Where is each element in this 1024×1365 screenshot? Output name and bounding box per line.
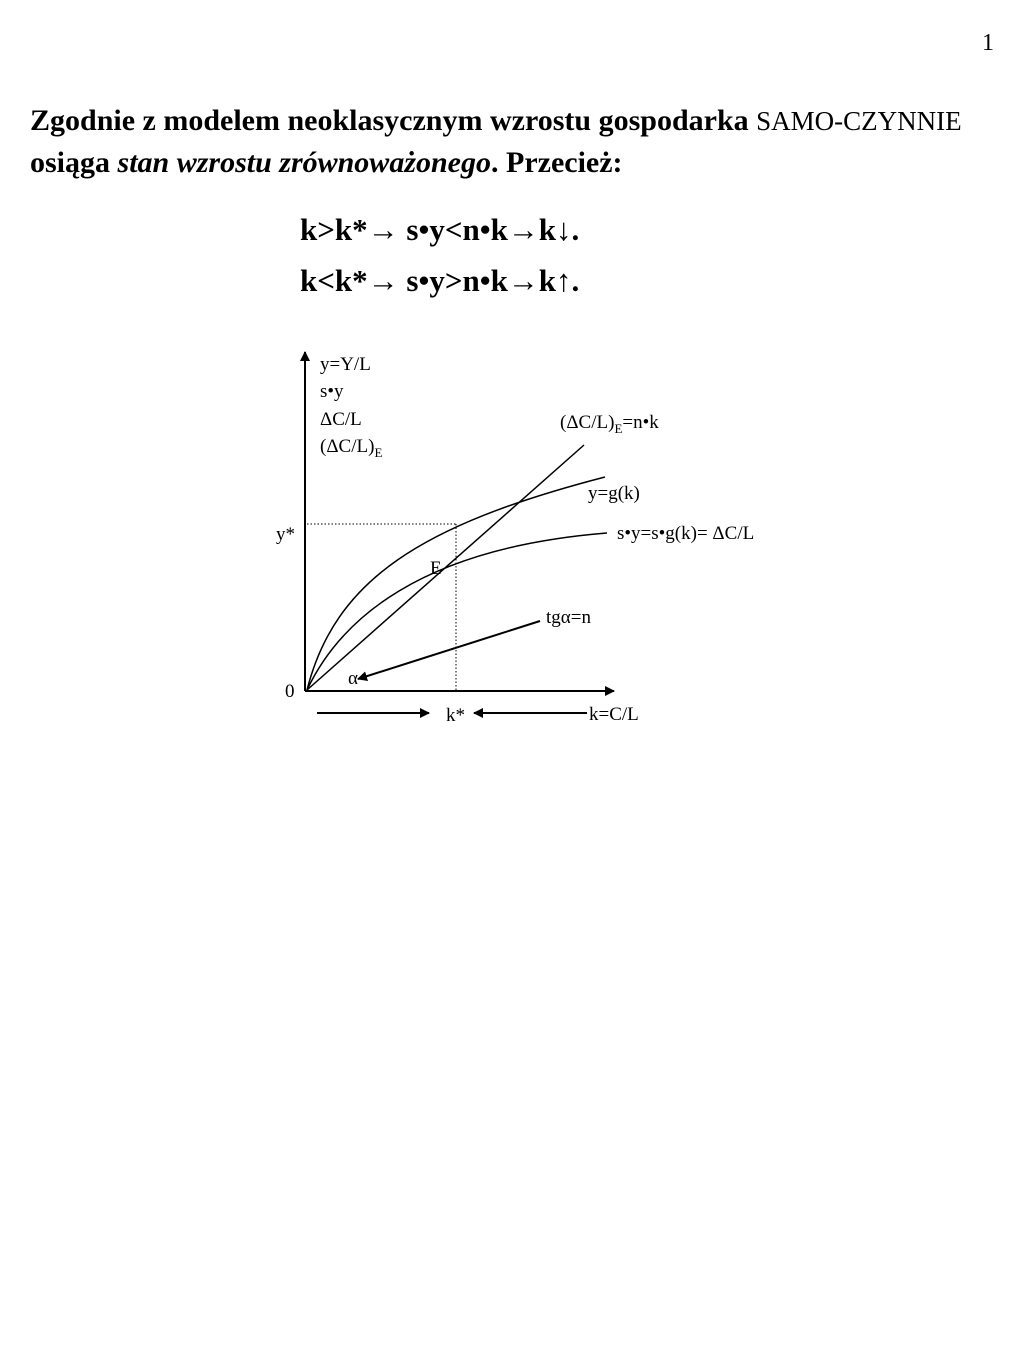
intro-text-1: Zgodnie z modelem neoklasycznym wzrostu gospodarka xyxy=(30,104,757,137)
y-axis-label-dcle xyxy=(320,436,382,460)
investment-line-label xyxy=(560,412,659,436)
investment-line-label-rest: =n•k xyxy=(622,412,659,433)
production-curve-label: y=g(k) xyxy=(588,483,640,504)
page-number: 1 xyxy=(982,30,994,56)
origin-label: 0 xyxy=(285,681,295,702)
equilibrium-label: E xyxy=(430,558,442,579)
x-axis-label: k=C/L xyxy=(589,704,639,725)
tg-label: tgα=n xyxy=(546,607,591,628)
intro-text-caps: SAMO-CZYNNIE xyxy=(756,106,962,136)
savings-curve-label: s•y=s•g(k)= ΔC/L xyxy=(617,523,755,544)
k-star-label: k* xyxy=(446,705,465,726)
y-axis-label-dcle-sub: E xyxy=(374,445,383,460)
formula-above-equilibrium: k>k*→ s•y<n•k→k↓. xyxy=(300,212,580,247)
intro-text-italic: stan wzrostu zrównoważonego xyxy=(117,146,491,179)
y-axis-label-dcle-main: (ΔC/L) xyxy=(320,436,375,457)
intro-text-2: osiąga xyxy=(30,146,118,179)
y-axis-label-sy: s•y xyxy=(320,381,344,402)
y-star-label: y* xyxy=(276,524,295,545)
intro-text-3: . Przecież: xyxy=(491,146,623,179)
investment-line-label-main: (ΔC/L) xyxy=(560,412,615,433)
alpha-label: α xyxy=(348,668,358,689)
investment-line-label-sub: E xyxy=(614,421,623,436)
tg-arrow xyxy=(358,621,540,679)
y-axis-label-y: y=Y/L xyxy=(320,354,371,375)
investment-line xyxy=(307,445,584,690)
formula-below-equilibrium: k<k*→ s•y>n•k→k↑. xyxy=(300,263,580,298)
y-axis-label-dcl: ΔC/L xyxy=(320,409,362,430)
